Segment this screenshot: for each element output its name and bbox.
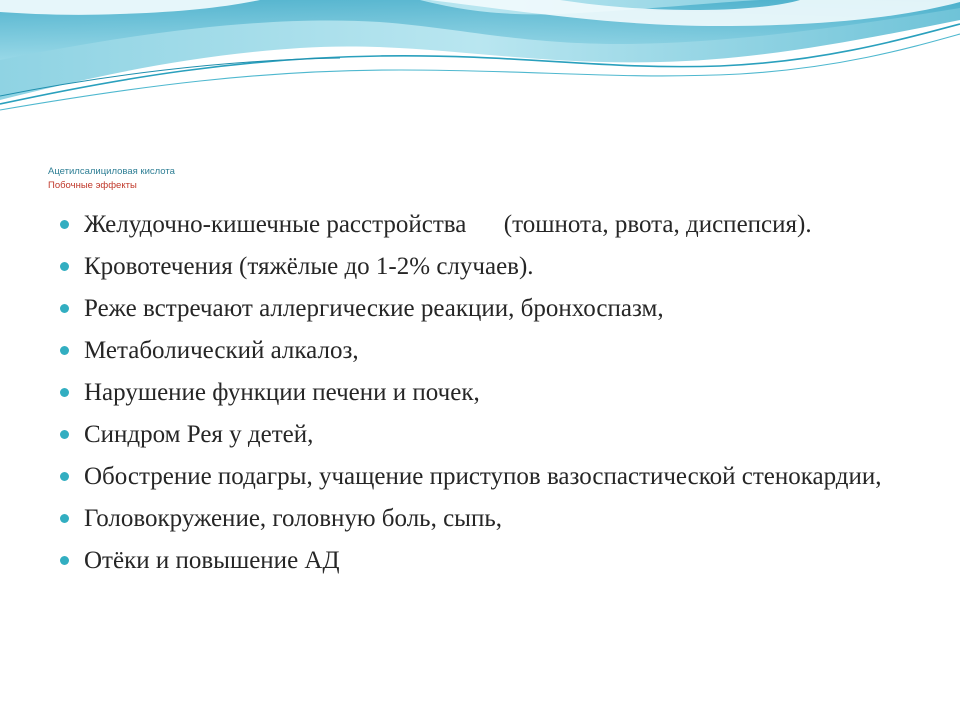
list-item-text: Кровотечения (тяжёлые до 1-2% случаев). (84, 253, 534, 280)
list-item-text: Головокружение, головную боль, сыпь, (84, 505, 502, 532)
bullet-dot-icon (60, 304, 69, 313)
bullet-dot-icon (60, 514, 69, 523)
bullet-dot-icon (60, 388, 69, 397)
bullet-dot-icon (60, 346, 69, 355)
list-item (58, 250, 918, 283)
slide-heading (48, 165, 175, 193)
list-item (58, 502, 918, 535)
list-item-text: Обострение подагры, учащение приступов вазоспастической стенокардии, (84, 463, 882, 490)
list-item-text: Метаболический алкалоз, (84, 337, 359, 364)
slide-subtitle: Побочные эффекты (48, 180, 137, 191)
list-item-text: Нарушение функции печени и почек, (84, 379, 480, 406)
bullet-dot-icon (60, 220, 69, 229)
slide-title: Ацетилсалициловая кислота (48, 166, 175, 177)
list-item (58, 334, 918, 367)
bullet-dot-icon (60, 262, 69, 271)
list-item-text: Отёки и повышение АД (84, 547, 340, 574)
wave-header-decoration (0, 0, 960, 130)
bullet-dot-icon (60, 556, 69, 565)
list-item-text: Желудочно-кишечные расстройства (тошнота, рвота, диспепсия). (84, 211, 812, 238)
list-item (58, 376, 918, 409)
list-item (58, 208, 918, 241)
bullet-dot-icon (60, 430, 69, 439)
list-item (58, 460, 918, 493)
list-item (58, 418, 918, 451)
list-item (58, 544, 918, 577)
list-item-text: Реже встречают аллергические реакции, бронхоспазм, (84, 295, 664, 322)
list-item-text: Синдром Рея у детей, (84, 421, 314, 448)
bullet-list (58, 208, 918, 586)
list-item (58, 292, 918, 325)
bullet-dot-icon (60, 472, 69, 481)
